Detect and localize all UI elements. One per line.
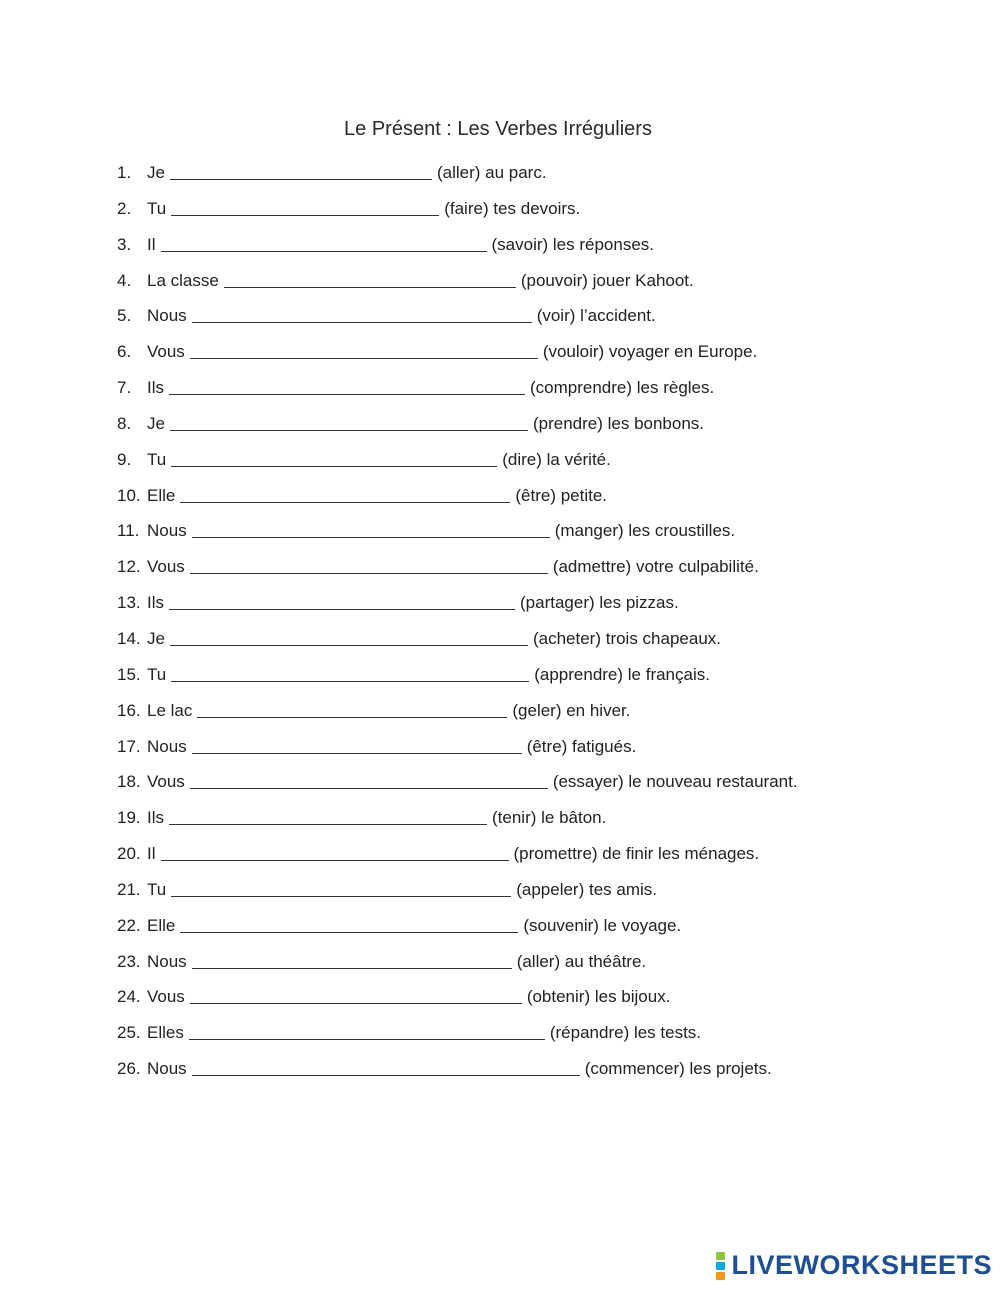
- exercise-subject: Je: [147, 628, 165, 648]
- answer-blank[interactable]: [171, 449, 497, 467]
- answer-blank[interactable]: [161, 234, 487, 252]
- exercise-subject: La classe: [147, 270, 219, 290]
- verb-hint: (admettre) votre culpabilité.: [552, 557, 759, 577]
- exercise-subject: Nous: [147, 306, 187, 326]
- exercise-item: [117, 949, 798, 985]
- exercise-item: [117, 160, 798, 196]
- exercise-subject: Je: [147, 413, 165, 433]
- exercise-number: 5.: [117, 306, 132, 326]
- exercise-subject: Elle: [147, 915, 176, 935]
- logo-block-orange: [716, 1272, 725, 1280]
- exercise-subject: Tu: [147, 879, 167, 899]
- exercise-item: [117, 698, 798, 734]
- answer-blank[interactable]: [169, 807, 487, 825]
- answer-blank[interactable]: [190, 341, 538, 359]
- answer-blank[interactable]: [192, 1058, 580, 1076]
- exercise-number: 3.: [117, 234, 132, 254]
- exercise-number: 7.: [117, 378, 132, 398]
- answer-blank[interactable]: [169, 592, 515, 610]
- exercise-number: 9.: [117, 449, 132, 469]
- verb-hint: (partager) les pizzas.: [520, 593, 679, 613]
- exercise-item: [117, 268, 798, 304]
- answer-blank[interactable]: [169, 377, 525, 395]
- verb-hint: (souvenir) le voyage.: [523, 915, 682, 935]
- verb-hint: (dire) la vérité.: [502, 449, 611, 469]
- answer-blank[interactable]: [170, 413, 528, 431]
- verb-hint: (appeler) tes amis.: [516, 879, 657, 899]
- exercise-subject: Ils: [147, 808, 164, 828]
- exercise-number: 14.: [117, 628, 141, 648]
- exercise-item: [117, 196, 798, 232]
- verb-hint: (savoir) les réponses.: [491, 234, 655, 254]
- exercise-item: [117, 590, 798, 626]
- exercise-number: 13.: [117, 593, 141, 613]
- answer-blank[interactable]: [190, 556, 548, 574]
- exercise-number: 21.: [117, 879, 141, 899]
- exercise-number: 22.: [117, 915, 141, 935]
- verb-hint: (manger) les croustilles.: [554, 521, 736, 541]
- verb-hint: (obtenir) les bijoux.: [526, 987, 671, 1007]
- exercise-subject: Ils: [147, 593, 164, 613]
- exercise-subject: Tu: [147, 664, 167, 684]
- answer-blank[interactable]: [180, 915, 518, 933]
- answer-blank[interactable]: [189, 1022, 545, 1040]
- verb-hint: (pouvoir) jouer Kahoot.: [520, 270, 694, 290]
- verb-hint: (commencer) les projets.: [584, 1059, 772, 1079]
- exercise-item: [117, 984, 798, 1020]
- exercise-item: [117, 411, 798, 447]
- exercise-item: [117, 339, 798, 375]
- exercise-subject: Nous: [147, 521, 187, 541]
- logo-block-blue: [716, 1262, 725, 1270]
- verb-hint: (acheter) trois chapeaux.: [532, 628, 722, 648]
- exercise-number: 17.: [117, 736, 141, 756]
- answer-blank[interactable]: [170, 628, 528, 646]
- exercise-number: 18.: [117, 772, 141, 792]
- answer-blank[interactable]: [190, 771, 548, 789]
- exercise-number: 25.: [117, 1023, 141, 1043]
- verb-hint: (promettre) de finir les ménages.: [513, 844, 760, 864]
- exercise-subject: Vous: [147, 342, 185, 362]
- verb-hint: (tenir) le bâton.: [492, 808, 607, 828]
- exercise-number: 11.: [117, 521, 140, 541]
- exercise-subject: Le lac: [147, 700, 193, 720]
- liveworksheets-logo: [716, 1250, 992, 1281]
- verb-hint: (vouloir) voyager en Europe.: [542, 342, 758, 362]
- answer-blank[interactable]: [171, 879, 511, 897]
- logo-text: LIVEWORKSHEETS: [731, 1250, 992, 1280]
- exercise-number: 15.: [117, 664, 141, 684]
- answer-blank[interactable]: [190, 986, 522, 1004]
- exercise-number: 16.: [117, 700, 141, 720]
- exercise-item: [117, 734, 798, 770]
- verb-hint: (prendre) les bonbons.: [532, 413, 705, 433]
- answer-blank[interactable]: [171, 664, 529, 682]
- exercise-number: 24.: [117, 987, 141, 1007]
- exercise-number: 1.: [117, 163, 132, 182]
- exercise-item: [117, 447, 798, 483]
- exercise-subject: Vous: [147, 772, 185, 792]
- verb-hint: (aller) au théâtre.: [516, 951, 647, 971]
- page-title: Le Présent : Les Verbes Irréguliers: [344, 118, 652, 140]
- logo-block-green: [716, 1252, 725, 1260]
- exercise-subject: Elles: [147, 1023, 184, 1043]
- exercise-item: [117, 483, 798, 519]
- exercise-number: 12.: [117, 557, 141, 577]
- verb-hint: (comprendre) les règles.: [530, 378, 715, 398]
- verb-hint: (essayer) le nouveau restaurant.: [552, 772, 798, 792]
- verb-hint: (aller) au parc.: [436, 163, 547, 182]
- exercise-subject: Je: [147, 163, 165, 182]
- exercise-number: 23.: [117, 951, 141, 971]
- exercise-subject: Tu: [147, 449, 167, 469]
- exercise-item: [117, 375, 798, 411]
- answer-blank[interactable]: [192, 520, 550, 538]
- answer-blank[interactable]: [170, 162, 432, 180]
- verb-hint: (être) petite.: [515, 485, 608, 505]
- exercise-item: [117, 769, 798, 805]
- exercise-subject: Nous: [147, 1059, 187, 1079]
- exercise-subject: Il: [147, 844, 156, 864]
- answer-blank[interactable]: [224, 270, 516, 288]
- exercise-item: [117, 877, 798, 913]
- verb-hint: (geler) en hiver.: [512, 700, 631, 720]
- exercise-item: [117, 232, 798, 268]
- exercise-item: [117, 303, 798, 339]
- exercise-number: 10.: [117, 485, 141, 505]
- exercise-item: [117, 626, 798, 662]
- verb-hint: (voir) l’accident.: [536, 306, 656, 326]
- exercise-subject: Tu: [147, 198, 167, 218]
- exercise-item: [117, 662, 798, 698]
- exercise-item: [117, 1056, 798, 1092]
- verb-hint: (faire) tes devoirs.: [444, 198, 581, 218]
- exercise-item: [117, 1020, 798, 1056]
- verb-hint: (répandre) les tests.: [549, 1023, 702, 1043]
- exercise-number: 2.: [117, 198, 132, 218]
- exercise-item: [117, 518, 798, 554]
- exercise-number: 6.: [117, 342, 132, 362]
- exercise-number: 26.: [117, 1059, 141, 1079]
- exercise-number: 4.: [117, 270, 132, 290]
- exercise-subject: Vous: [147, 557, 185, 577]
- answer-blank[interactable]: [161, 843, 509, 861]
- answer-blank[interactable]: [192, 305, 532, 323]
- exercise-item: [117, 841, 798, 877]
- answer-blank[interactable]: [197, 700, 507, 718]
- exercise-subject: Il: [147, 234, 156, 254]
- exercise-number: 20.: [117, 844, 141, 864]
- answer-blank[interactable]: [192, 951, 512, 969]
- exercise-item: [117, 554, 798, 590]
- answer-blank[interactable]: [171, 198, 439, 216]
- exercise-subject: Ils: [147, 378, 164, 398]
- exercise-number: 19.: [117, 808, 141, 828]
- exercise-subject: Vous: [147, 987, 185, 1007]
- exercise-list: [117, 160, 798, 1092]
- verb-hint: (apprendre) le français.: [534, 664, 710, 684]
- liveworksheets-logo-icon: [716, 1252, 725, 1280]
- exercise-subject: Elle: [147, 485, 176, 505]
- answer-blank[interactable]: [180, 485, 510, 503]
- exercise-subject: Nous: [147, 736, 187, 756]
- exercise-subject: Nous: [147, 951, 187, 971]
- exercise-item: [117, 913, 798, 949]
- exercise-number: 8.: [117, 413, 132, 433]
- exercise-item: [117, 805, 798, 841]
- verb-hint: (être) fatigués.: [526, 736, 637, 756]
- answer-blank[interactable]: [192, 736, 522, 754]
